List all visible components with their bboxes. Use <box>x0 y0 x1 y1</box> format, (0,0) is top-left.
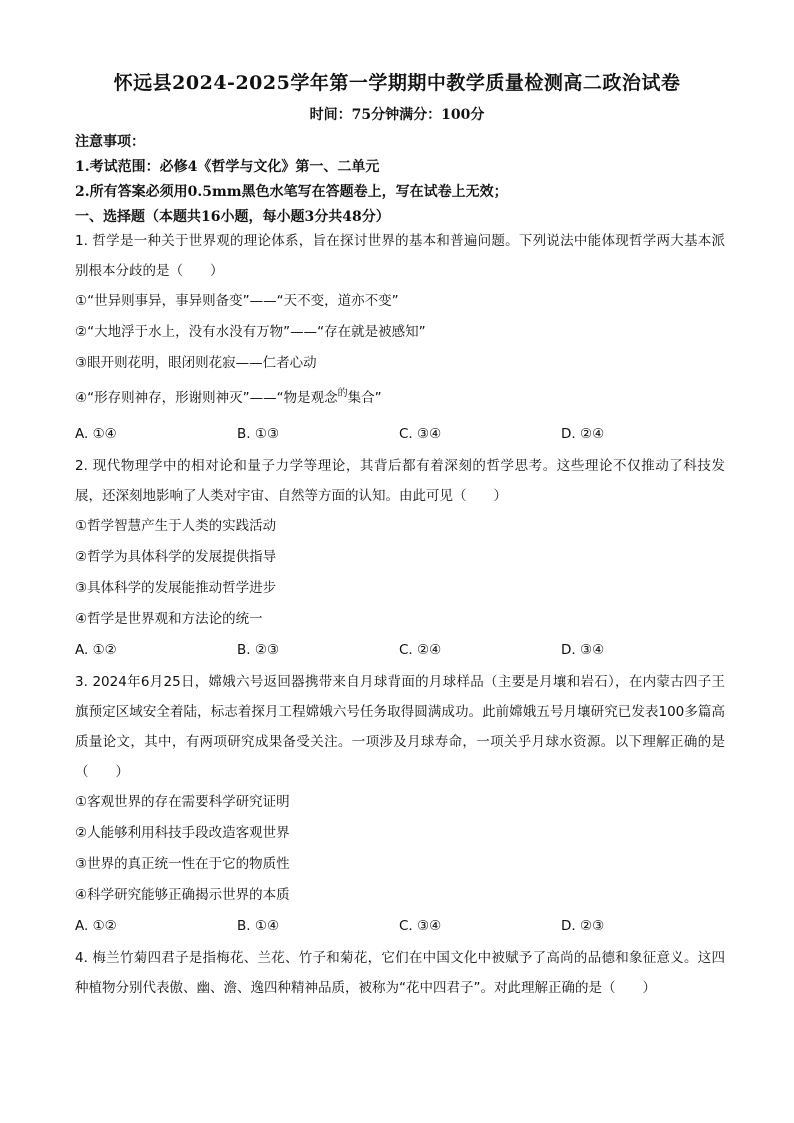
choice-a: A. ①④ <box>75 426 117 442</box>
question-3 <box>75 667 725 941</box>
statement-3: ③世界的真正统一性在于它的物质性 <box>75 856 290 872</box>
statement-4-tail: 集合” <box>347 390 382 406</box>
question-stem: 2. 现代物理学中的相对论和量子力学等理论，其背后都有着深刻的哲学思考。这些理论不仅推动了科技发展，还深刻地影响了人类对宇宙、自然等方面的认知。由此可见（ ） <box>75 458 725 504</box>
note-scope: 1.考试范围：必修4《哲学与文化》第一、二单元 <box>75 159 380 175</box>
choice-row <box>75 419 725 449</box>
statement-2: ②“大地浮于水上，没有水没有万物”——“存在就是被感知” <box>75 324 426 340</box>
statement-1: ①客观世界的存在需要科学研究证明 <box>75 794 290 810</box>
choice-b: B. ②③ <box>237 642 280 658</box>
choice-b: B. ①③ <box>237 426 280 442</box>
statement-1: ①“世异则事异，事异则备变”——“天不变，道亦不变” <box>75 293 399 309</box>
choice-c: C. ②④ <box>399 642 442 658</box>
choice-b: B. ①④ <box>237 918 280 934</box>
choice-a: A. ①② <box>75 642 117 658</box>
question-2 <box>75 451 725 665</box>
question-4 <box>75 943 725 1003</box>
statement-4 <box>75 379 725 419</box>
question-stem: 4. 梅兰竹菊四君子是指梅花、兰花、竹子和菊花，它们在中国文化中被赋予了高尚的品德和象征意义。这四种植物分别代表傲、幽、澹、逸四种精神品质，被称为“花中四君子”。对此理解正确的是（ ） <box>75 950 725 996</box>
exam-time-score: 时间：75分钟满分：100分 <box>309 107 485 123</box>
choice-d: D. ③④ <box>561 642 605 658</box>
section-heading-choice: 一、选择题（本题共16小题，每小题3分共48分） <box>75 209 390 225</box>
choice-c: C. ③④ <box>399 426 442 442</box>
statement-2: ②哲学为具体科学的发展提供指导 <box>75 549 277 565</box>
choice-c: C. ③④ <box>399 918 442 934</box>
question-stem: 1. 哲学是一种关于世界观的理论体系，旨在探讨世界的基本和普遍问题。下列说法中能体现哲学两大基本派别根本分歧的是（ ） <box>75 233 725 279</box>
choice-a: A. ①② <box>75 918 117 934</box>
statement-4-text: ④“形存则神存，形谢则神灭”——“物是观念 <box>75 390 338 406</box>
exam-title: 怀远县2024-2025学年第一学期期中教学质量检测高二政治试卷 <box>113 72 681 94</box>
question-stem: 3. 2024年6月25日，嫦娥六号返回器携带来自月球背面的月球样品（主要是月壤和岩石），在内蒙古四子王旗预定区域安全着陆，标志着探月工程嫦娥六号任务取得圆满成功。此前嫦娥五号月壤研究已发表100多篇高质量论文，其中，有两项研究成果备受关注。一项涉及月球寿命，一项关乎月球水资源。以下理解正确的是（ ） <box>75 674 725 780</box>
statement-3: ③眼开则花明，眼闭则花寂——仁者心动 <box>75 355 317 371</box>
choice-d: D. ②④ <box>561 426 605 442</box>
choice-row <box>75 635 725 665</box>
statement-4: ④哲学是世界观和方法论的统一 <box>75 611 263 627</box>
notes-section <box>75 130 735 230</box>
choice-d: D. ②③ <box>561 918 605 934</box>
question-1 <box>75 226 725 449</box>
statement-1: ①哲学智慧产生于人类的实践活动 <box>75 518 277 534</box>
statement-3: ③具体科学的发展能推动哲学进步 <box>75 580 277 596</box>
note-answer-rule: 2.所有答案必须用0.5mm黑色水笔写在答题卷上，写在试卷上无效； <box>75 184 508 200</box>
statement-4-sup: 的 <box>337 388 348 399</box>
question-list <box>75 226 725 1003</box>
choice-row <box>75 911 725 941</box>
statement-4: ④科学研究能够正确揭示世界的本质 <box>75 887 290 903</box>
notes-heading: 注意事项： <box>75 134 145 150</box>
statement-2: ②人能够利用科技手段改造客观世界 <box>75 825 290 841</box>
